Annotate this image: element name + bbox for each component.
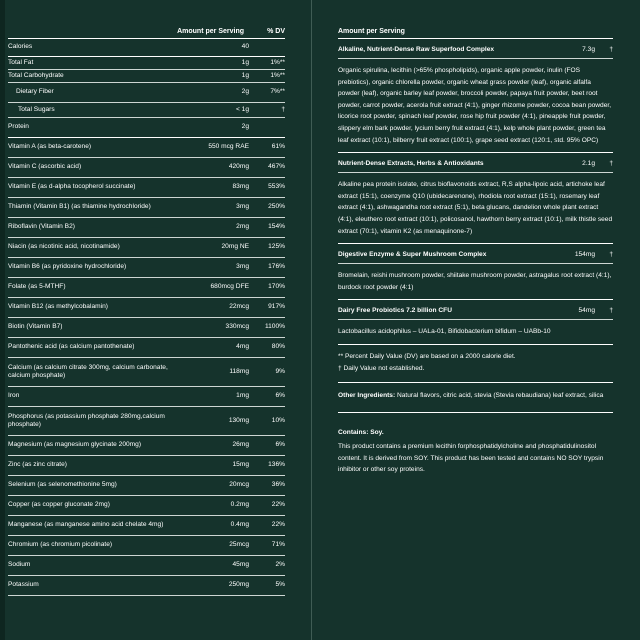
nutrient-amount: 1mg bbox=[236, 392, 249, 400]
nutrient-name: Total Carbohydrate bbox=[8, 71, 64, 79]
frame-edge bbox=[0, 0, 5, 640]
nutrient-dv: 125% bbox=[268, 243, 285, 251]
nutrient-row bbox=[8, 556, 285, 576]
nutrient-name: Calcium (as calcium citrate 300mg, calcium carbonate, calcium phosphate) bbox=[8, 363, 168, 379]
nutrient-dv: 1100% bbox=[264, 323, 285, 331]
nutrient-amount: 45mg bbox=[232, 561, 249, 569]
nutrient-dv: 250% bbox=[268, 203, 285, 211]
nutrient-name: Phosphorus (as potassium phosphate 280mg,calcium phosphate) bbox=[8, 412, 165, 428]
nutrient-row bbox=[8, 103, 285, 118]
blend-sections bbox=[338, 39, 613, 345]
nutrient-name: Vitamin E (as d-alpha tocopherol succinate) bbox=[8, 183, 136, 191]
nutrient-name: Niacin (as nicotinic acid, nicotinamide) bbox=[8, 243, 120, 251]
nutrient-row bbox=[8, 318, 285, 338]
nutrient-row bbox=[8, 298, 285, 318]
nutrient-name: Vitamin B6 (as pyridoxine hydrochloride) bbox=[8, 263, 127, 271]
blend-title-row bbox=[338, 39, 613, 59]
blend-amount: 54mg bbox=[578, 307, 595, 315]
nutrient-row bbox=[8, 278, 285, 298]
nutrient-amount: 0.4mg bbox=[230, 521, 249, 529]
nutrient-dv: 22% bbox=[271, 501, 285, 509]
nutrient-amount: 26mg bbox=[232, 441, 249, 449]
allergen-label: Contains: Soy. bbox=[338, 428, 384, 436]
nutrient-name: Vitamin B12 (as methylcobalamin) bbox=[8, 303, 108, 311]
blend-ingredients: Bromelain, reishi mushroom powder, shiitake mushroom powder, astragalus root extract (4:1), burdock root powder (4:1) bbox=[338, 264, 613, 300]
nutrient-name: Pantothenic acid (as calcium pantothenate) bbox=[8, 343, 135, 351]
nutrient-amount: 680mcg DFE bbox=[210, 283, 249, 291]
nutrient-name: Selenium (as selenomethionine 5mg) bbox=[8, 481, 117, 489]
allergen-text: This product contains a premium lecithin forphosphatidylcholine and phosphatidulinositol content. It is derived from SOY. This product has been tested and contains NO SOY trypsin inhibitor or other soy proteins. bbox=[338, 443, 604, 474]
nutrient-row bbox=[8, 536, 285, 556]
blend-name: Nutrient-Dense Extracts, Herbs & Antioxidants bbox=[338, 160, 484, 168]
other-ingredients bbox=[338, 383, 613, 413]
nutrient-amount: 22mcg bbox=[229, 303, 249, 311]
nutrient-row bbox=[8, 496, 285, 516]
nutrient-dv: 7%** bbox=[270, 88, 285, 96]
nutrient-amount: 83mg bbox=[232, 183, 249, 191]
blend-title-row bbox=[338, 244, 613, 264]
nutrient-dv: 80% bbox=[271, 343, 285, 351]
blend-ingredients: Alkaline pea protein isolate, citrus bioflavonoids extract, R,S alpha-lipoic acid, artichoke leaf extract (15:1), coenzyme Q10 (ubidecarenone), rhodiola root extract (15:1), rosemary leaf extract (4:1), ashwagandha root extract (5:1), beta glucans, dandelion whole plant extract (4:1), eleuthero root extract (10:1), policosanol, hawthorn berry extract (10:1), milk thistle seed extract (70:1), vitamin K2 (as menaquinone-7) bbox=[338, 173, 613, 244]
nutrient-dv: 9% bbox=[275, 367, 285, 375]
blend-panel bbox=[338, 24, 613, 476]
blend-name: Alkaline, Nutrient-Dense Raw Superfood Complex bbox=[338, 46, 495, 53]
nutrient-amount: 3mg bbox=[236, 263, 249, 271]
nutrient-name: Copper (as copper gluconate 2mg) bbox=[8, 501, 110, 509]
nutrient-dv: 5% bbox=[275, 581, 285, 589]
nutrient-name: Vitamin A (as beta-carotene) bbox=[8, 143, 92, 151]
nutrient-dv: 467% bbox=[268, 163, 285, 171]
nutrient-row bbox=[8, 138, 285, 158]
blend-header bbox=[338, 24, 613, 39]
blend-dv: † bbox=[609, 307, 613, 315]
nutrient-name: Folate (as 5-MTHF) bbox=[8, 283, 66, 291]
supplement-facts-table bbox=[8, 24, 285, 596]
nutrient-row bbox=[8, 70, 285, 83]
blend-amount: 2.1g bbox=[582, 160, 595, 168]
nutrient-amount: 330mcg bbox=[225, 323, 249, 331]
nutrient-amount: 15mg bbox=[232, 461, 249, 469]
nutrient-name: Riboflavin (Vitamin B2) bbox=[8, 223, 75, 231]
nutrient-amount: 420mg bbox=[228, 163, 249, 171]
nutrient-name: Zinc (as zinc citrate) bbox=[8, 461, 67, 469]
nutrient-row bbox=[8, 358, 285, 387]
nutrient-amount: 550 mcg RAE bbox=[208, 143, 249, 151]
nutrient-row bbox=[8, 57, 285, 70]
nutrient-dv: 22% bbox=[271, 521, 285, 529]
nutrient-row bbox=[8, 516, 285, 536]
nutrient-row bbox=[8, 238, 285, 258]
nutrient-amount: 20mg NE bbox=[221, 243, 249, 251]
nutrient-row bbox=[8, 218, 285, 238]
column-divider bbox=[311, 0, 312, 640]
nutrient-amount: 2mg bbox=[236, 223, 249, 231]
nutrient-name: Total Fat bbox=[8, 58, 34, 66]
amount-per-serving-header: Amount per Serving bbox=[177, 27, 244, 35]
blend-name: Dairy Free Probiotics 7.2 billion CFU bbox=[338, 307, 452, 315]
blend-amount: 7.3g bbox=[582, 46, 595, 53]
allergen-statement bbox=[338, 413, 613, 476]
nutrient-row bbox=[8, 436, 285, 456]
nutrient-name: Biotin (Vitamin B7) bbox=[8, 323, 63, 331]
facts-header bbox=[8, 24, 285, 39]
dagger-footnote: † Daily Value not established. bbox=[338, 364, 425, 372]
blend-dv: † bbox=[609, 46, 613, 53]
nutrient-amount: 118mg bbox=[229, 367, 249, 375]
nutrient-dv: 176% bbox=[268, 263, 285, 271]
nutrient-row bbox=[8, 118, 285, 138]
nutrient-amount: 40 bbox=[241, 43, 249, 51]
nutrient-name: Total Sugars bbox=[18, 105, 55, 113]
nutrient-row bbox=[8, 178, 285, 198]
nutrient-amount: 1g bbox=[241, 58, 249, 66]
dv-footnote: ** Percent Daily Value (DV) are based on a 2000 calorie diet. bbox=[338, 352, 516, 360]
nutrient-dv: 6% bbox=[275, 392, 285, 400]
nutrient-dv: 71% bbox=[271, 541, 285, 549]
nutrient-amount: 20mcg bbox=[229, 481, 249, 489]
nutrient-row bbox=[8, 576, 285, 596]
nutrient-row bbox=[8, 387, 285, 407]
nutrient-dv: 917% bbox=[268, 303, 285, 311]
blend-amount-header: Amount per Serving bbox=[338, 27, 405, 35]
nutrient-row bbox=[8, 407, 285, 436]
nutrient-amount: 1g bbox=[241, 71, 249, 79]
nutrient-amount: 0.2mg bbox=[230, 501, 249, 509]
nutrient-amount: 4mg bbox=[236, 343, 249, 351]
nutrient-row bbox=[8, 198, 285, 218]
footnotes bbox=[338, 345, 613, 383]
nutrient-name: Protein bbox=[8, 123, 29, 131]
nutrient-dv: 6% bbox=[275, 441, 285, 449]
nutrient-row bbox=[8, 258, 285, 278]
nutrient-name: Magnesium (as magnesium glycinate 200mg) bbox=[8, 441, 142, 449]
nutrient-dv: 553% bbox=[268, 183, 285, 191]
nutrient-amount: < 1g bbox=[235, 105, 249, 113]
nutrient-dv: 170% bbox=[268, 283, 285, 291]
nutrient-dv: † bbox=[281, 105, 285, 113]
nutrient-row bbox=[8, 83, 285, 103]
nutrient-name: Calories bbox=[8, 43, 33, 51]
nutrient-amount: 130mg bbox=[228, 416, 249, 424]
nutrient-dv: 1%** bbox=[270, 58, 285, 66]
nutrient-dv: 61% bbox=[271, 143, 285, 151]
blend-name: Digestive Enzyme & Super Mushroom Complex bbox=[338, 251, 487, 259]
nutrient-row bbox=[8, 158, 285, 178]
dv-header: % DV bbox=[267, 27, 285, 35]
nutrient-name: Potassium bbox=[8, 581, 39, 589]
nutrient-amount: 250mg bbox=[228, 581, 249, 589]
nutrient-dv: 36% bbox=[271, 481, 285, 489]
nutrient-amount: 3mg bbox=[236, 203, 249, 211]
nutrient-name: Dietary Fiber bbox=[16, 88, 54, 96]
nutrient-amount: 2g bbox=[241, 123, 249, 131]
nutrient-dv: 10% bbox=[271, 416, 285, 424]
nutrient-row bbox=[8, 476, 285, 496]
blend-amount: 154mg bbox=[574, 251, 595, 259]
nutrient-row bbox=[8, 338, 285, 358]
nutrient-dv: 136% bbox=[268, 461, 285, 469]
nutrient-amount: 2g bbox=[241, 88, 249, 96]
nutrient-dv: 2% bbox=[275, 561, 285, 569]
nutrient-row bbox=[8, 456, 285, 476]
nutrient-name: Sodium bbox=[8, 561, 31, 569]
other-ingredients-label: Other Ingredients: bbox=[338, 392, 396, 400]
facts-rows bbox=[8, 39, 285, 596]
nutrient-name: Vitamin C (ascorbic acid) bbox=[8, 163, 82, 171]
blend-title-row bbox=[338, 300, 613, 320]
other-ingredients-text: Natural flavors, citric acid, stevia (Stevia rebaudiana) leaf extract, silica bbox=[395, 392, 604, 400]
nutrient-amount: 25mcg bbox=[229, 541, 249, 549]
nutrient-name: Chromium (as chromium picolinate) bbox=[8, 541, 113, 549]
blend-title-row bbox=[338, 153, 613, 173]
blend-dv: † bbox=[609, 251, 613, 259]
nutrient-name: Manganese (as manganese amino acid chelate 4mg) bbox=[8, 521, 164, 529]
blend-ingredients: Organic spirulina, lecithin (>65% phospholipids), organic apple powder, inulin (FOS prebiotics), organic chlorella powder, organic wheat grass powder (leaf), organic alfalfa powder (leaf), organic barley leaf powder, broccoli powder, papaya fruit powder, beet root powder, carrot powder, acerola fruit extract (4:1), ginger rhizome powder, cocoa bean powder, licorice root powder, spinach leaf powder, rose hip fruit powder (4:1), pineapple fruit powder, slippery elm bark powder, lycium berry fruit extract (4:1), kelp whole plant powder, green tea leaf extract (10:1), bilberry fruit extract (100:1), grape seed extract (120:1, std. 95% OPC) bbox=[338, 59, 613, 153]
nutrient-dv: 154% bbox=[268, 223, 285, 231]
nutrient-name: Thiamin (Vitamin B1) (as thiamine hydrochloride) bbox=[8, 203, 151, 211]
blend-dv: † bbox=[609, 160, 613, 168]
nutrient-row bbox=[8, 39, 285, 57]
nutrient-name: Iron bbox=[8, 392, 20, 400]
nutrient-dv: 1%** bbox=[270, 71, 285, 79]
blend-ingredients: Lactobacillus acidophilus – UALa-01, Bifidobacterium bifidum – UABb-10 bbox=[338, 320, 613, 345]
